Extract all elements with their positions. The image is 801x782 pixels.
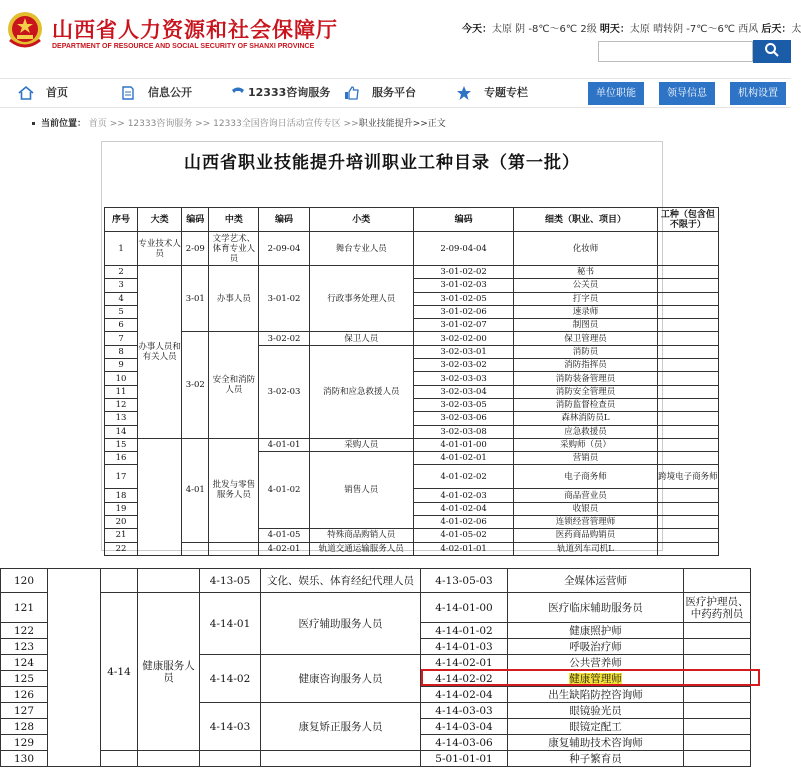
cell-code: 4-14-02-04: [421, 687, 508, 703]
header-cell: 小类: [309, 208, 413, 232]
cell-no: 17: [105, 465, 138, 489]
weather-tomorrow-label: 明天：: [599, 24, 630, 35]
cell-code: 4-14-02-01: [421, 655, 508, 671]
breadcrumb-category[interactable]: 职业技能提升: [358, 119, 413, 129]
cell-name: 出生缺陷防控咨询师: [508, 687, 684, 703]
cell-extra: [684, 735, 751, 751]
cell-name: 森林消防员L: [514, 412, 657, 425]
cell-code: 3-02-03-08: [413, 425, 513, 438]
cell-no: 126: [1, 687, 48, 703]
cell-extra: [657, 345, 718, 358]
cell-code: 3-01-02-05: [413, 292, 513, 305]
cell-code: 4-02-01: [259, 542, 309, 555]
cell-name: 消防指挥员: [514, 359, 657, 372]
cell-extra: [684, 623, 751, 639]
cell-code: 3-02-03-06: [413, 412, 513, 425]
cell-code: 3-01-02-02: [413, 266, 513, 279]
cell-code: 4-14-03-04: [421, 719, 508, 735]
cell-code: 4-14-02: [200, 655, 261, 703]
cell-name: 健康照护师: [508, 623, 684, 639]
site-subtitle: DEPARTMENT OF RESOURCE AND SOCIAL SECURITY OF SHANXI PROVINCE: [52, 43, 315, 50]
cell-name: 轨道列车司机L: [514, 542, 657, 555]
cell-code: 4-01-01-00: [413, 438, 513, 451]
header-cell: 工种（包含但不限于）: [657, 208, 718, 232]
cell-code: [101, 569, 138, 593]
nav-info[interactable]: [120, 79, 192, 107]
cell-code: 2-09-04: [259, 232, 309, 266]
cell-no: 14: [105, 425, 138, 438]
catalog-table-1: [104, 207, 719, 556]
cell-extra: [657, 425, 718, 438]
cell-code: 4-13-05-03: [421, 569, 508, 593]
cell-code: 3-02-03-03: [413, 372, 513, 385]
cell-name: 消防员: [514, 345, 657, 358]
thumbs-up-icon: [344, 85, 360, 101]
cell-extra: [684, 639, 751, 655]
cell-extra: [684, 703, 751, 719]
cell-code: 3-02-03: [259, 345, 309, 438]
cell-small: 采购人员: [309, 438, 413, 451]
cell-code: 5-01-01-01: [421, 751, 508, 767]
cell-name: 保卫管理员: [514, 332, 657, 345]
cell-no: 6: [105, 319, 138, 332]
cell-extra: [657, 385, 718, 398]
cell-blank: [751, 569, 791, 767]
cell-no: 4: [105, 292, 138, 305]
cell-no: 122: [1, 623, 48, 639]
cell-extra: [657, 412, 718, 425]
cell-code: 4-14-01: [200, 593, 261, 655]
cell-code: 4-01-02-04: [413, 502, 513, 515]
cell-name: 电子商务师: [514, 465, 657, 489]
cell-code: 4-14-01-03: [421, 639, 508, 655]
cell-name: 全媒体运营师: [508, 569, 684, 593]
cell-code: 4-01-02-01: [413, 452, 513, 465]
breadcrumb: [32, 116, 446, 129]
cell-no: 13: [105, 412, 138, 425]
cell-code: [182, 542, 209, 555]
table-row: [1, 569, 791, 593]
search-icon: [764, 42, 780, 58]
cell-small: 行政事务处理人员: [309, 266, 413, 332]
cell-code: 4-01-02-03: [413, 489, 513, 502]
cell-big: [138, 438, 182, 555]
header-cell: 编码: [182, 208, 209, 232]
cell-no: 11: [105, 385, 138, 398]
nav-info-label: 信息公开: [148, 86, 192, 99]
cell-code: 4-14-03-03: [421, 703, 508, 719]
cell-no: 20: [105, 516, 138, 529]
cell-mid: 健康服务人员: [138, 593, 200, 751]
cell-code: 2-09-04-04: [413, 232, 513, 266]
cell-name: 种子繁育员: [508, 751, 684, 767]
cell-code: 4-14: [101, 593, 138, 751]
cell-extra: [657, 359, 718, 372]
cell-no: 5: [105, 305, 138, 318]
cell-small: 特殊商品购销人员: [309, 529, 413, 542]
cell-name: 消防装备管理员: [514, 372, 657, 385]
cell-name: 医疗临床辅助服务员: [508, 593, 684, 623]
cell-code: 3-01-02-03: [413, 279, 513, 292]
cell-name: 应急救援员: [514, 425, 657, 438]
cell-small: 文化、娱乐、体育经纪代理人员: [261, 569, 421, 593]
cell-code: [200, 751, 261, 767]
cell-no: 12: [105, 398, 138, 411]
weather-after-label: 后天：: [761, 24, 792, 35]
cell-no: 121: [1, 593, 48, 623]
header-cell: 中类: [209, 208, 259, 232]
cell-name: 眼镜验光员: [508, 703, 684, 719]
cell-extra: [684, 687, 751, 703]
cell-small: 销售人员: [309, 452, 413, 529]
cell-name: 制图员: [514, 319, 657, 332]
cell-name: 康复辅助技术咨询师: [508, 735, 684, 751]
cell-code: 3-01-02-06: [413, 305, 513, 318]
cell-no: 130: [1, 751, 48, 767]
home-icon: [18, 85, 34, 101]
cell-extra: 跨境电子商务师: [657, 465, 718, 489]
cell-extra: [657, 292, 718, 305]
cell-extra: [657, 279, 718, 292]
cell-extra: 医疗护理员、中药药剂员: [684, 593, 751, 623]
cell-code: [101, 751, 138, 767]
cell-no: 7: [105, 332, 138, 345]
header-cell: 编码: [413, 208, 513, 232]
cell-name: 消防监督检查员: [514, 398, 657, 411]
cell-name: 营销员: [514, 452, 657, 465]
cell-small: 医疗辅助服务人员: [261, 593, 421, 655]
cell-code: 4-01-01: [259, 438, 309, 451]
site-title[interactable]: 山西省人力资源和社会保障厅: [52, 18, 338, 42]
cell-code: 4-01: [182, 438, 209, 542]
nav-topics[interactable]: [456, 79, 528, 107]
cell-code: 3-01-02-07: [413, 319, 513, 332]
cell-extra: [657, 452, 718, 465]
cell-no: 8: [105, 345, 138, 358]
catalog-table-1-viewport: [101, 207, 720, 552]
cell-code: 2-09: [182, 232, 209, 266]
cell-name: 公关员: [514, 279, 657, 292]
nav-service[interactable]: [344, 79, 416, 107]
cell-name: 消防安全管理员: [514, 385, 657, 398]
cell-mid: 批发与零售服务人员: [209, 438, 259, 542]
cell-code: 4-02-01-01: [413, 542, 513, 555]
cell-code: 3-02-02-00: [413, 332, 513, 345]
cell-code: 4-01-05-02: [413, 529, 513, 542]
cell-name: 打字员: [514, 292, 657, 305]
cell-no: 125: [1, 671, 48, 687]
cell-no: 9: [105, 359, 138, 372]
cell-code: 4-14-01-02: [421, 623, 508, 639]
cell-name: 呼吸治疗师: [508, 639, 684, 655]
cell-extra: [684, 719, 751, 735]
cell-no: 123: [1, 639, 48, 655]
table-header-row: [105, 208, 719, 232]
cell-small: [261, 751, 421, 767]
highlight-box: [421, 669, 760, 686]
document-title: 山西省职业技能提升培训职业工种目录（第一批）: [184, 153, 580, 173]
document-icon: [120, 85, 136, 101]
cell-small: 舞台专业人员: [309, 232, 413, 266]
catalog-table-2: [0, 568, 791, 767]
cell-mid: 办事人员: [209, 266, 259, 332]
cell-code: 3-02-03-02: [413, 359, 513, 372]
table-row: [1, 593, 791, 623]
cell-code: 3-02: [182, 332, 209, 438]
cell-name: 收银员: [514, 502, 657, 515]
cell-code: 4-01-02-06: [413, 516, 513, 529]
cell-extra: [684, 751, 751, 767]
nav-12333-label: 12333咨询服务: [248, 86, 331, 99]
nav-button-functions[interactable]: 单位职能: [588, 82, 644, 105]
cell-mid: 文学艺术、体育专业人员: [209, 232, 259, 266]
cell-code: 4-01-05: [259, 529, 309, 542]
cell-mid: 安全和消防人员: [209, 332, 259, 438]
cell-no: 21: [105, 529, 138, 542]
cell-extra: [657, 516, 718, 529]
search-input[interactable]: [598, 41, 753, 62]
cell-big: [48, 569, 101, 767]
cell-extra: [657, 542, 718, 555]
cell-code: 4-14-03-06: [421, 735, 508, 751]
cell-extra: [657, 529, 718, 542]
header-cell: 序号: [105, 208, 138, 232]
cell-name: 眼镜定配工: [508, 719, 684, 735]
nav-12333[interactable]: [230, 79, 330, 107]
cell-small: 消防和应急救援人员: [309, 345, 413, 438]
cell-no: 120: [1, 569, 48, 593]
cell-small: 轨道交通运输服务人员: [309, 542, 413, 555]
cell-code: 3-02-02: [259, 332, 309, 345]
cell-code: 4-14-02-02: [421, 671, 508, 687]
nav-topics-label: 专题专栏: [484, 86, 528, 99]
cell-no: 1: [105, 232, 138, 266]
cell-no: 16: [105, 452, 138, 465]
cell-extra: [657, 489, 718, 502]
breadcrumb-label: 当前位置：: [41, 119, 87, 129]
cell-no: 10: [105, 372, 138, 385]
breadcrumb-current: >>正文: [412, 119, 446, 129]
cell-small: 健康咨询服务人员: [261, 655, 421, 703]
table-row: [105, 266, 719, 279]
header-cell: 编码: [259, 208, 309, 232]
site-header: [0, 0, 801, 70]
nav-button-org[interactable]: 机构设置: [730, 82, 786, 105]
cell-small: 保卫人员: [309, 332, 413, 345]
table-row: [1, 751, 791, 767]
weather-bar: [462, 20, 801, 35]
cell-name: 连锁经营管理师: [514, 516, 657, 529]
cell-name: 公共营养师: [508, 655, 684, 671]
search-button[interactable]: [753, 40, 791, 63]
table-row: [105, 232, 719, 266]
header-cell: 大类: [138, 208, 182, 232]
cell-extra: [657, 319, 718, 332]
nav-home-label: 首页: [46, 86, 68, 99]
cell-big: 办事人员和有关人员: [138, 266, 182, 439]
nav-service-label: 服务平台: [372, 86, 416, 99]
cell-name: 采购师（员）: [514, 438, 657, 451]
national-emblem-icon: [6, 10, 44, 50]
cell-code: 4-13-05: [200, 569, 261, 593]
weather-today: 太原 阴 -8℃～6℃ 2级: [492, 24, 597, 35]
cell-code: 3-02-03-05: [413, 398, 513, 411]
breadcrumb-path[interactable]: 首页 >> 12333咨询服务 >> 12333全国咨询日活动宣传专区 >>: [88, 119, 359, 129]
cell-extra: [657, 398, 718, 411]
main-nav: [0, 78, 791, 108]
cell-no: 129: [1, 735, 48, 751]
cell-extra: [657, 502, 718, 515]
cell-mid: [138, 569, 200, 593]
cell-name: 医药商品购销员: [514, 529, 657, 542]
cell-name: 速录师: [514, 305, 657, 318]
cell-code: 4-01-02-02: [413, 465, 513, 489]
cell-no: 3: [105, 279, 138, 292]
cell-no: 124: [1, 655, 48, 671]
nav-button-leaders[interactable]: 领导信息: [659, 82, 715, 105]
weather-tomorrow: 太原 晴转阴 -7℃～6℃ 西风: [629, 24, 759, 35]
table-row: [105, 542, 719, 555]
cell-name: 商品营业员: [514, 489, 657, 502]
cell-code: 3-01-02: [259, 266, 309, 332]
cell-code: 3-02-03-01: [413, 345, 513, 358]
cell-name: 化妆师: [514, 232, 657, 266]
cell-code: 3-02-03-04: [413, 385, 513, 398]
cell-mid: [209, 542, 259, 555]
cell-no: 15: [105, 438, 138, 451]
table-row: [105, 332, 719, 345]
highlighted-name: 健康管理师: [569, 672, 622, 685]
cell-no: 18: [105, 489, 138, 502]
cell-mid: [138, 751, 200, 767]
cell-small: 康复矫正服务人员: [261, 703, 421, 751]
cell-no: 127: [1, 703, 48, 719]
cell-extra: [657, 266, 718, 279]
nav-home[interactable]: [18, 79, 68, 107]
table-row: [105, 438, 719, 451]
cell-extra: [657, 332, 718, 345]
cell-name: 秘书: [514, 266, 657, 279]
star-icon: [456, 85, 472, 101]
weather-after: 太: [791, 24, 801, 35]
cell-no: 19: [105, 502, 138, 515]
cell-extra: [657, 232, 718, 266]
cell-code: 3-01: [182, 266, 209, 332]
phone-icon: [230, 85, 246, 101]
cell-no: 22: [105, 542, 138, 555]
cell-code: 4-14-01-00: [421, 593, 508, 623]
cell-extra: [657, 305, 718, 318]
cell-big: 专业技术人员: [138, 232, 182, 266]
bullet-icon: [32, 122, 35, 125]
cell-extra: [657, 372, 718, 385]
cell-extra: [684, 569, 751, 593]
weather-today-label: 今天：: [462, 24, 492, 35]
cell-code: 4-14-03: [200, 703, 261, 751]
cell-code: 4-01-02: [259, 452, 309, 529]
cell-extra: [657, 438, 718, 451]
header-cell: 细类（职业、项目）: [514, 208, 657, 232]
cell-no: 128: [1, 719, 48, 735]
cell-no: 2: [105, 266, 138, 279]
